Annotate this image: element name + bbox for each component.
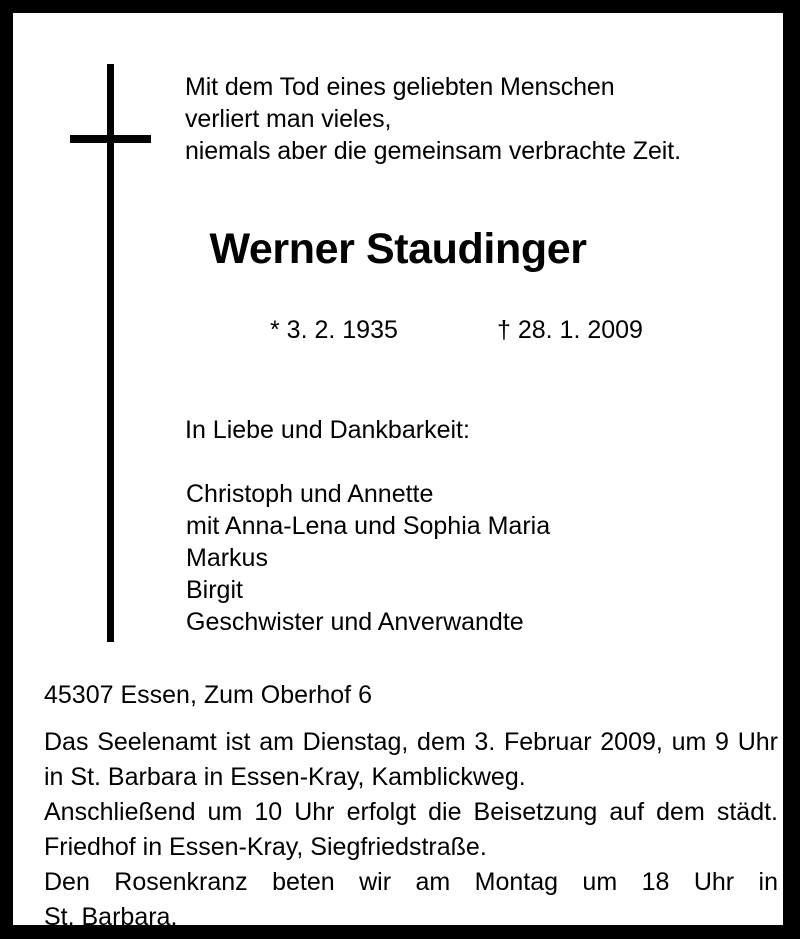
service-paragraph-mass: Das Seelenamt ist am Dienstag, dem 3. Februar 2009, um 9 Uhr in St. Barbara in Essen-Kray, Kamblickweg.	[44, 728, 778, 791]
service-paragraph-rosary	[44, 865, 778, 925]
service-details	[44, 725, 778, 925]
rosary-line-tail: St. Barbara.	[44, 903, 178, 925]
dedication-label: In Liebe und Dankbarkeit:	[185, 416, 470, 444]
list-item: Geschwister und Anverwandte	[186, 608, 524, 636]
cross-vertical-bar	[107, 64, 114, 642]
death-date: † 28. 1. 2009	[497, 316, 643, 344]
memorial-quote	[185, 71, 765, 167]
quote-line-3: niemals aber die gemeinsam verbrachte Zeit.	[185, 137, 681, 165]
deceased-name: Werner Staudinger	[209, 225, 587, 273]
list-item: Christoph und Annette	[186, 480, 434, 508]
quote-line-1: Mit dem Tod eines geliebten Menschen	[185, 73, 615, 101]
survivors-list	[186, 478, 746, 638]
christian-cross-icon	[58, 64, 151, 644]
birth-date: * 3. 2. 1935	[270, 316, 398, 344]
cross-horizontal-bar	[70, 135, 151, 143]
obituary-card	[13, 13, 783, 925]
list-item: Markus	[186, 544, 268, 572]
list-item: mit Anna-Lena und Sophia Maria	[186, 512, 551, 540]
rosary-line-justified: Den Rosenkranz beten wir am Montag um 18 Uhr in	[44, 868, 778, 896]
service-paragraph-burial: Anschließend um 10 Uhr erfolgt die Beisetzung auf dem städt. Friedhof in Essen-Kray, Siegfriedstraße.	[44, 798, 778, 861]
list-item: Birgit	[186, 576, 243, 604]
life-dates	[270, 314, 700, 346]
address-line: 45307 Essen, Zum Oberhof 6	[44, 681, 372, 709]
quote-line-2: verliert man vieles,	[185, 105, 392, 133]
